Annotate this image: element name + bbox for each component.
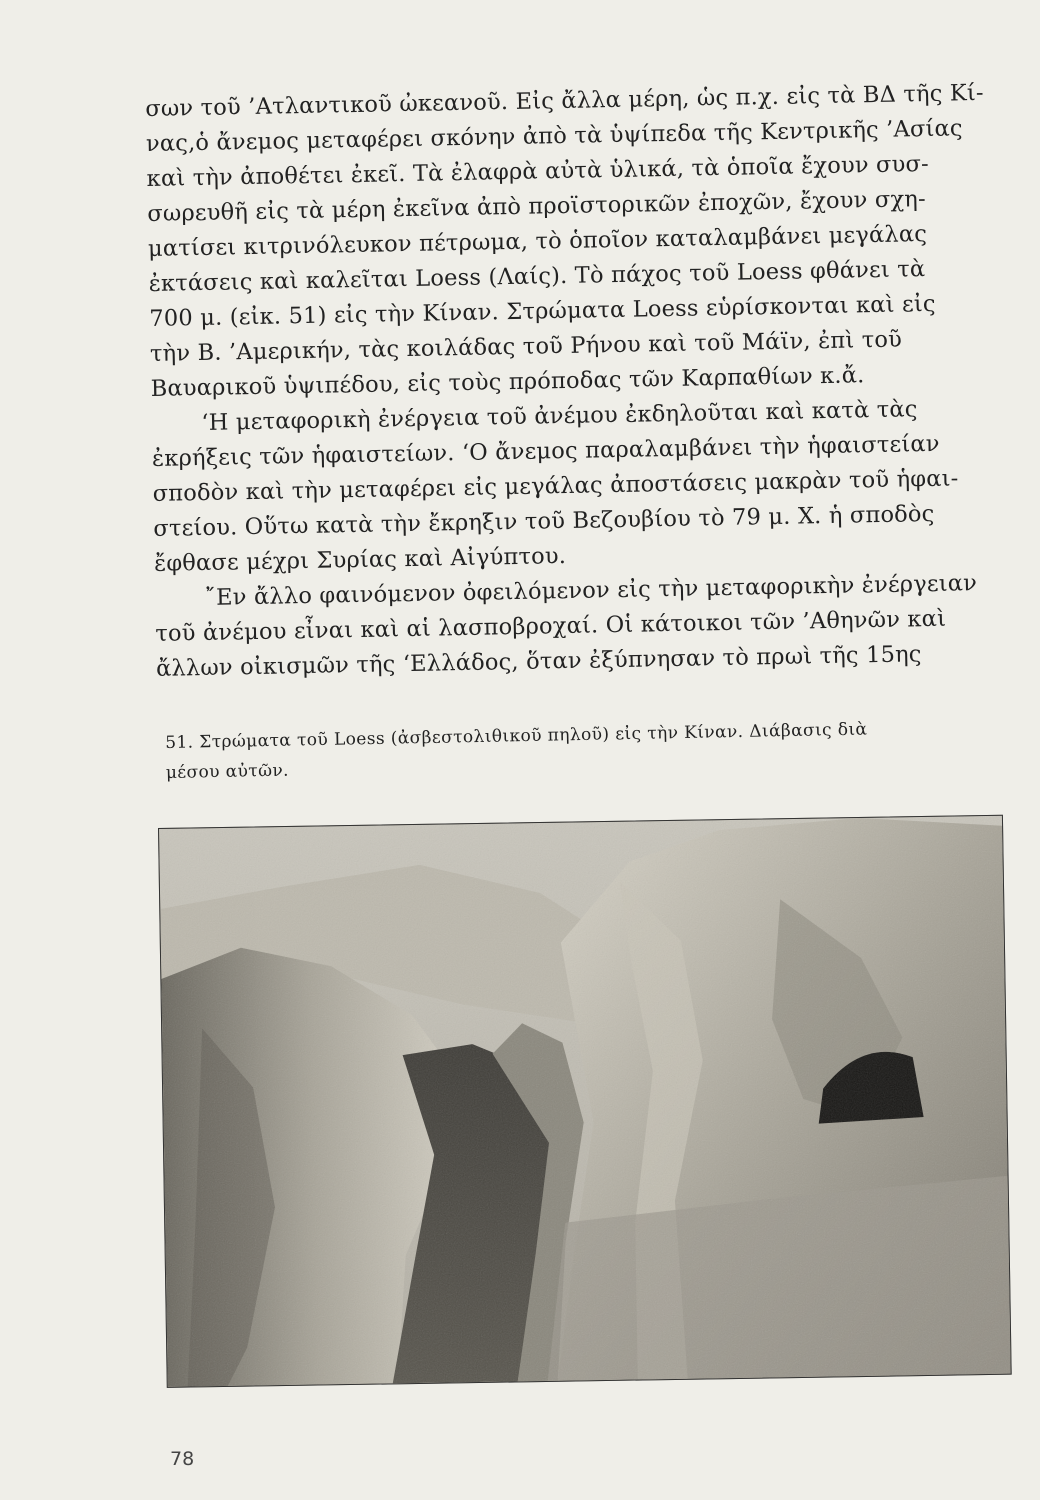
text-line: τοῦ ἀνέμου εἶναι καὶ αἱ λασποβροχαί. Οἱ κάτοικοι τῶν ’Αθηνῶν καὶ xyxy=(155,605,947,647)
caption-line: μέσου αὐτῶν. xyxy=(165,760,290,783)
text-line: καὶ τὴν ἀποθέτει ἐκεῖ. Τὰ ἐλαφρὰ αὐτὰ ὑλικά, τὰ ὁποῖα ἔχουν συσ- xyxy=(146,150,930,192)
text-line: ῎Εν ἄλλο φαινόμενον ὀφειλόμενον εἰς τὴν μεταφορικὴν ἐνέργειαν xyxy=(204,570,978,611)
text-line: ἐκρήξεις τῶν ἡφαιστείων. ‘Ο ἄνεμος παραλαμβάνει τὴν ἡφαιστείαν xyxy=(151,430,940,472)
text-line: 700 μ. (εἰκ. 51) εἰς τὴν Κίναν. Στρώματα Loess εὑρίσκονται καὶ εἰς xyxy=(149,290,936,332)
text-line: νας,ὁ ἄνεμος μεταφέρει σκόνην ἀπὸ τὰ ὑψίπεδα τῆς Κεντρικῆς ’Ασίας xyxy=(145,115,963,157)
body-text xyxy=(145,76,1006,687)
caption-line: 51. Στρώματα τοῦ Loess (ἀσβεστολιθικοῦ πηλοῦ) εἰς τὴν Κίναν. Διάβασις διὰ xyxy=(165,719,868,753)
page-number: 78 xyxy=(170,1448,195,1470)
figure-photo xyxy=(158,815,1012,1388)
text-line: ἔφθασε μέχρι Συρίας καὶ Αἰγύπτου. xyxy=(153,543,567,577)
text-line: ματίσει κιτρινόλευκον πέτρωμα, τὸ ὁποῖον καταλαμβάνει μεγάλας xyxy=(147,221,928,262)
text-line: σποδὸν καὶ τὴν μεταφέρει εἰς μεγάλας ἀποστάσεις μακρὰν τοῦ ἡφαι- xyxy=(152,465,959,507)
text-line: ἄλλων οἰκισμῶν τῆς ‘Ελλάδος, ὅταν ἐξύπνησαν τὸ πρωὶ τῆς 15ης xyxy=(155,641,922,682)
text-line: σωρευθῆ εἰς τὰ μέρη ἐκεῖνα ἀπὸ προϊστορικῶν ἐποχῶν, ἔχουν σχη- xyxy=(147,186,927,227)
figure-caption xyxy=(165,712,996,788)
photo-grain xyxy=(159,816,1011,1387)
text-line: ἐκτάσεις καὶ καλεῖται Loess (Λαίς). Τὸ πάχος τοῦ Loess φθάνει τὰ xyxy=(148,256,926,297)
text-line: στείου. Οὕτω κατὰ τὴν ἔκρηξιν τοῦ Βεζουβίου τὸ 79 μ. Χ. ἡ σποδὸς xyxy=(153,500,935,542)
text-line: Βαυαρικοῦ ὑψιπέδου, εἰς τοὺς πρόποδας τῶν Καρπαθίων κ.ἄ. xyxy=(150,362,865,402)
text-line: τὴν Β. ’Αμερικήν, τὰς κοιλάδας τοῦ Ρήνου καὶ τοῦ Μάϊν, ἐπὶ τοῦ xyxy=(149,326,903,367)
text-line: σων τοῦ ’Ατλαντικοῦ ὠκεανοῦ. Εἰς ἄλλα μέρη, ὡς π.χ. εἰς τὰ ΒΔ τῆς Κί- xyxy=(145,79,984,122)
text-line: ‘Η μεταφορικὴ ἐνέργεια τοῦ ἀνέμου ἐκδηλοῦται καὶ κατὰ τὰς xyxy=(201,396,918,436)
loess-cliffs-illustration xyxy=(159,816,1011,1387)
